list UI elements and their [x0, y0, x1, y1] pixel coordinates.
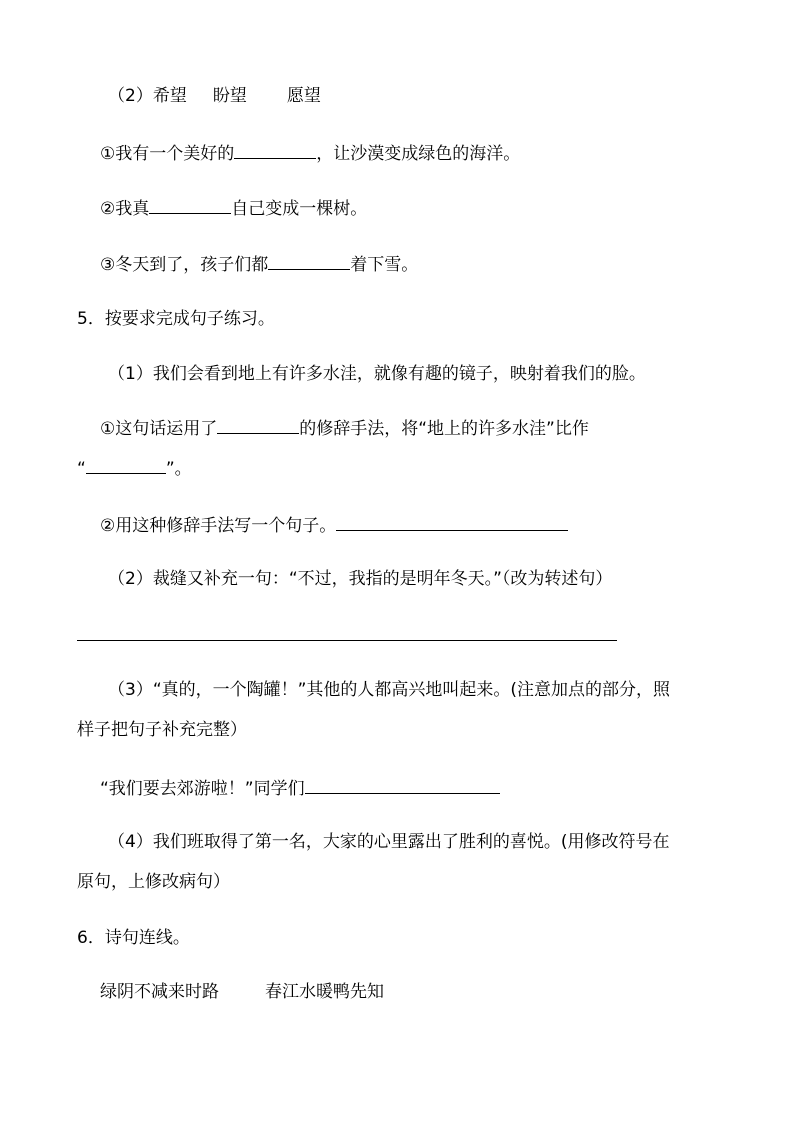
fill-item: ②用这种修辞手法写一个句子。 [100, 512, 568, 538]
word-choice: 盼望 [212, 86, 247, 106]
poem-line-left[interactable]: 绿阴不减来时路 [100, 982, 219, 1002]
answer-blank[interactable] [86, 455, 166, 474]
word-choice: 希望 [152, 86, 187, 106]
answer-line[interactable] [77, 640, 617, 641]
poem-match-row [100, 980, 384, 1004]
word-choice: 愿望 [286, 86, 321, 106]
sub-question-text: （3）“真的，一个陶罐！”其他的人都高兴地叫起来。(注意加点的部分，照 [108, 680, 671, 700]
answer-blank[interactable] [217, 415, 299, 434]
answer-blank[interactable] [305, 775, 500, 794]
answer-blank[interactable] [234, 140, 316, 159]
fill-item-cont: “ ”。 [77, 455, 192, 481]
sub-question-text: 原句，上修改病句） [77, 872, 230, 892]
sub-question-text: （4）我们班取得了第一名，大家的心里露出了胜利的喜悦。(用修改符号在 [108, 832, 670, 852]
fill-item-1: ①我有一个美好的 ，让沙漠变成绿色的海洋。 [100, 140, 520, 166]
sub-question-text: （1）我们会看到地上有许多水洼，就像有趣的镜子，映射着我们的脸。 [108, 364, 646, 384]
answer-blank[interactable] [336, 512, 568, 531]
answer-blank[interactable] [149, 195, 231, 214]
sub-question-text: 样子把句子补充完整） [77, 720, 247, 740]
question-title: 6．诗句连线。 [77, 928, 190, 948]
part-label: （2） [108, 86, 153, 106]
sub-question-text: （2）裁缝又补充一句：“不过，我指的是明年冬天。”（改为转述句） [108, 569, 613, 589]
fill-item-3: ③冬天到了，孩子们都 着下雪。 [100, 251, 418, 277]
answer-blank[interactable] [268, 251, 350, 270]
fill-item: “我们要去郊游啦！”同学们 [100, 775, 500, 801]
word-choice-row [108, 84, 321, 108]
fill-item: ①这句话运用了 的修辞手法，将“地上的许多水洼”比作 [100, 415, 589, 441]
fill-item-2: ②我真 自己变成一棵树。 [100, 195, 367, 221]
poem-line-right[interactable]: 春江水暖鸭先知 [265, 982, 384, 1002]
question-title: 5．按要求完成句子练习。 [77, 309, 275, 329]
